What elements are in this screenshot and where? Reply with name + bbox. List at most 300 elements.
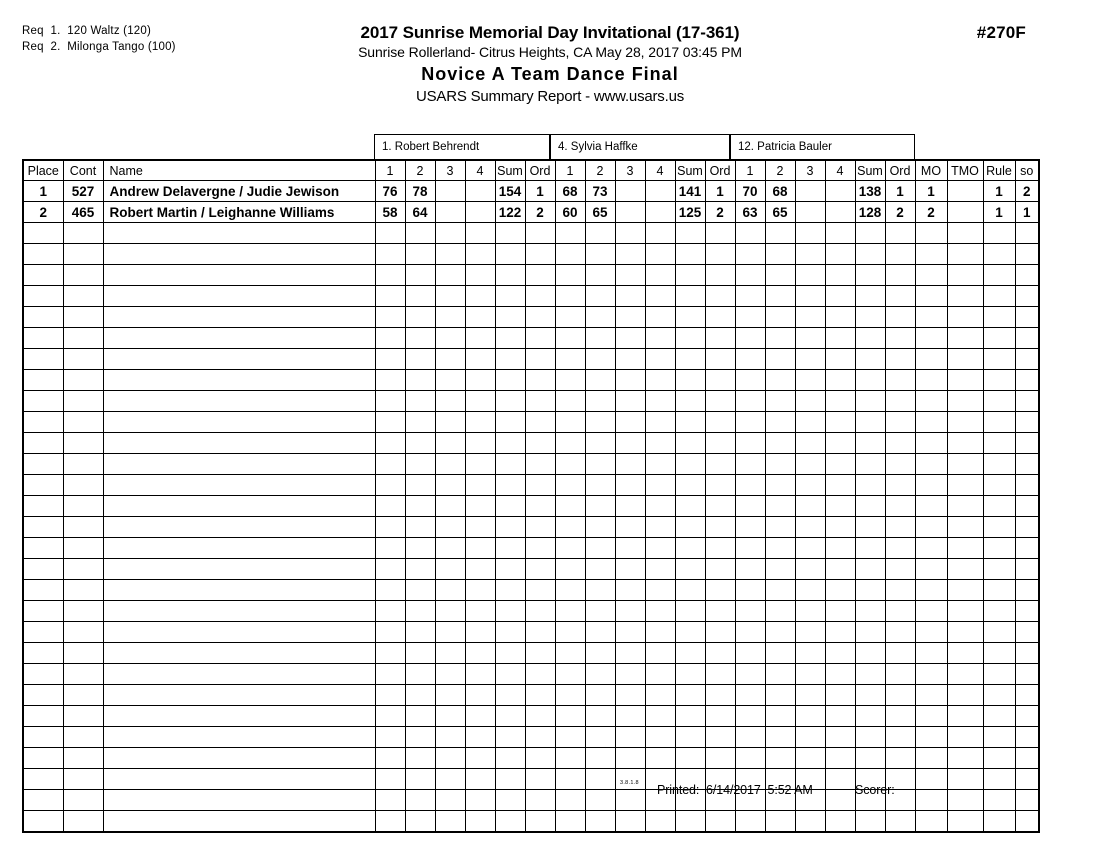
cell-blank	[645, 265, 675, 286]
cell-blank	[795, 622, 825, 643]
cell-blank	[795, 412, 825, 433]
cell-blank	[615, 475, 645, 496]
cell-blank	[465, 601, 495, 622]
cell-blank	[645, 475, 675, 496]
cell-blank	[103, 685, 375, 706]
cell-blank	[855, 517, 885, 538]
header-j3-d3: 3	[795, 160, 825, 181]
cell-blank	[765, 601, 795, 622]
cell-blank	[525, 328, 555, 349]
cell-blank	[645, 685, 675, 706]
cell-blank	[983, 391, 1015, 412]
cell-blank	[495, 685, 525, 706]
table-row-blank	[23, 601, 1039, 622]
cell-mo: 2	[915, 202, 947, 223]
cell-blank	[983, 328, 1015, 349]
cell-blank	[795, 328, 825, 349]
cell-rule: 1	[983, 202, 1015, 223]
cell-blank	[915, 706, 947, 727]
cell-blank	[983, 559, 1015, 580]
cell-blank	[375, 307, 405, 328]
cell-name: Robert Martin / Leighanne Williams	[103, 202, 375, 223]
cell-blank	[983, 727, 1015, 748]
cell-blank	[825, 370, 855, 391]
cell-blank	[435, 265, 465, 286]
cell-blank	[465, 286, 495, 307]
cell-blank	[645, 643, 675, 664]
cell-blank	[615, 265, 645, 286]
cell-blank	[435, 601, 465, 622]
cell-blank	[885, 223, 915, 244]
cell-blank	[103, 265, 375, 286]
cell-blank	[103, 622, 375, 643]
cell-blank	[495, 307, 525, 328]
cell-blank	[735, 727, 765, 748]
cell-blank	[405, 433, 435, 454]
cell-j3-d4	[825, 202, 855, 223]
cell-blank	[855, 475, 885, 496]
table-row-blank	[23, 748, 1039, 769]
cell-blank	[585, 727, 615, 748]
cell-blank	[495, 244, 525, 265]
cell-blank	[585, 601, 615, 622]
cell-j1-d1: 58	[375, 202, 405, 223]
cell-blank	[375, 475, 405, 496]
cell-j2-sum: 125	[675, 202, 705, 223]
cell-blank	[615, 811, 645, 833]
cell-blank	[23, 412, 63, 433]
cell-blank	[615, 433, 645, 454]
requirements-block	[22, 24, 176, 55]
cell-blank	[435, 643, 465, 664]
cell-blank	[23, 286, 63, 307]
cell-blank	[555, 244, 585, 265]
cell-blank	[615, 601, 645, 622]
cell-blank	[735, 664, 765, 685]
cell-blank	[63, 328, 103, 349]
cell-blank	[983, 412, 1015, 433]
cell-blank	[1015, 433, 1039, 454]
cell-blank	[63, 370, 103, 391]
cell-blank	[525, 727, 555, 748]
cell-blank	[675, 685, 705, 706]
cell-blank	[103, 391, 375, 412]
cell-blank	[765, 559, 795, 580]
cell-blank	[675, 244, 705, 265]
cell-blank	[23, 307, 63, 328]
cell-blank	[495, 664, 525, 685]
cell-blank	[765, 307, 795, 328]
cell-blank	[103, 811, 375, 833]
cell-blank	[735, 286, 765, 307]
cell-blank	[435, 496, 465, 517]
cell-blank	[855, 328, 885, 349]
cell-blank	[585, 433, 615, 454]
cell-blank	[495, 433, 525, 454]
cell-blank	[795, 433, 825, 454]
cell-blank	[495, 265, 525, 286]
cell-blank	[855, 601, 885, 622]
cell-blank	[405, 811, 435, 833]
cell-blank	[525, 454, 555, 475]
cell-blank	[495, 580, 525, 601]
table-row-blank	[23, 559, 1039, 580]
cell-blank	[675, 328, 705, 349]
cell-blank	[983, 517, 1015, 538]
cell-blank	[375, 517, 405, 538]
cell-blank	[23, 370, 63, 391]
cell-blank	[705, 433, 735, 454]
cell-blank	[735, 706, 765, 727]
cell-blank	[525, 601, 555, 622]
cell-blank	[585, 286, 615, 307]
requirement-line-1: Req 1. 120 Waltz (120)	[22, 25, 152, 37]
cell-blank	[855, 391, 885, 412]
cell-blank	[825, 580, 855, 601]
cell-blank	[525, 265, 555, 286]
cell-blank	[885, 538, 915, 559]
cell-blank	[465, 664, 495, 685]
cell-blank	[675, 412, 705, 433]
cell-blank	[405, 475, 435, 496]
cell-blank	[495, 706, 525, 727]
cell-blank	[585, 454, 615, 475]
cell-blank	[375, 685, 405, 706]
cell-blank	[983, 349, 1015, 370]
cell-blank	[103, 538, 375, 559]
cell-blank	[1015, 244, 1039, 265]
cell-j3-ord: 2	[885, 202, 915, 223]
cell-blank	[675, 622, 705, 643]
cell-blank	[585, 811, 615, 833]
cell-blank	[103, 286, 375, 307]
header-j1-d1: 1	[375, 160, 405, 181]
table-row-blank	[23, 391, 1039, 412]
header-j2-ord: Ord	[705, 160, 735, 181]
cell-blank	[705, 748, 735, 769]
cell-blank	[615, 517, 645, 538]
cell-blank	[915, 496, 947, 517]
cell-blank	[705, 286, 735, 307]
header-name: Name	[103, 160, 375, 181]
cell-blank	[1015, 223, 1039, 244]
cell-blank	[1015, 706, 1039, 727]
cell-blank	[705, 811, 735, 833]
cell-blank	[765, 475, 795, 496]
cell-blank	[735, 328, 765, 349]
cell-blank	[983, 643, 1015, 664]
cell-blank	[63, 601, 103, 622]
cell-blank	[983, 286, 1015, 307]
cell-blank	[645, 811, 675, 833]
cell-blank	[915, 223, 947, 244]
header-j1-sum: Sum	[495, 160, 525, 181]
table-row	[23, 181, 1039, 202]
cell-blank	[735, 475, 765, 496]
cell-blank	[983, 664, 1015, 685]
cell-blank	[885, 328, 915, 349]
cell-blank	[825, 244, 855, 265]
cell-blank	[885, 475, 915, 496]
cell-blank	[555, 685, 585, 706]
cell-blank	[645, 559, 675, 580]
cell-blank	[735, 454, 765, 475]
cell-blank	[103, 706, 375, 727]
cell-blank	[645, 328, 675, 349]
title-block	[250, 22, 850, 107]
cell-blank	[63, 706, 103, 727]
cell-blank	[375, 643, 405, 664]
cell-tmo	[947, 202, 983, 223]
cell-blank	[825, 664, 855, 685]
cell-blank	[983, 496, 1015, 517]
cell-blank	[525, 664, 555, 685]
cell-blank	[1015, 412, 1039, 433]
cell-blank	[885, 643, 915, 664]
cell-blank	[645, 496, 675, 517]
cell-blank	[915, 433, 947, 454]
cell-blank	[495, 601, 525, 622]
cell-blank	[825, 475, 855, 496]
table-row-blank	[23, 685, 1039, 706]
cell-blank	[615, 664, 645, 685]
cell-blank	[983, 811, 1015, 833]
cell-blank	[983, 475, 1015, 496]
cell-blank	[885, 517, 915, 538]
cell-blank	[645, 307, 675, 328]
cell-blank	[765, 517, 795, 538]
cell-blank	[675, 727, 705, 748]
cell-blank	[555, 433, 585, 454]
table-row-blank	[23, 223, 1039, 244]
cell-blank	[795, 496, 825, 517]
cell-blank	[735, 748, 765, 769]
cell-blank	[405, 538, 435, 559]
cell-blank	[825, 307, 855, 328]
cell-blank	[645, 517, 675, 538]
cell-blank	[495, 727, 525, 748]
cell-blank	[585, 643, 615, 664]
cell-blank	[825, 643, 855, 664]
cell-blank	[495, 643, 525, 664]
division-title: Novice A Team Dance Final	[421, 64, 679, 84]
cell-blank	[555, 370, 585, 391]
cell-blank	[1015, 559, 1039, 580]
cell-blank	[947, 496, 983, 517]
cell-blank	[525, 244, 555, 265]
cell-blank	[525, 748, 555, 769]
cell-blank	[765, 286, 795, 307]
cell-blank	[103, 559, 375, 580]
cell-blank	[855, 706, 885, 727]
cell-blank	[885, 433, 915, 454]
cell-blank	[765, 580, 795, 601]
cell-blank	[765, 496, 795, 517]
cell-blank	[675, 370, 705, 391]
cell-j1-sum: 154	[495, 181, 525, 202]
cell-blank	[947, 244, 983, 265]
cell-blank	[915, 412, 947, 433]
cell-blank	[825, 412, 855, 433]
cell-blank	[795, 748, 825, 769]
cell-blank	[675, 601, 705, 622]
cell-blank	[375, 433, 405, 454]
cell-blank	[645, 244, 675, 265]
cell-blank	[983, 538, 1015, 559]
cell-blank	[983, 748, 1015, 769]
cell-blank	[555, 727, 585, 748]
table-header-row	[23, 160, 1039, 181]
cell-blank	[1015, 601, 1039, 622]
cell-blank	[645, 601, 675, 622]
cell-blank	[495, 748, 525, 769]
cell-blank	[525, 622, 555, 643]
cell-blank	[615, 559, 645, 580]
cell-blank	[915, 265, 947, 286]
cell-blank	[555, 391, 585, 412]
cell-blank	[983, 622, 1015, 643]
cell-blank	[555, 454, 585, 475]
cell-blank	[375, 370, 405, 391]
cell-blank	[23, 244, 63, 265]
cell-blank	[435, 370, 465, 391]
cell-so: 2	[1015, 181, 1039, 202]
cell-blank	[765, 643, 795, 664]
cell-blank	[63, 265, 103, 286]
cell-blank	[465, 706, 495, 727]
cell-blank	[765, 685, 795, 706]
cell-blank	[1015, 391, 1039, 412]
cell-blank	[705, 349, 735, 370]
cell-blank	[645, 706, 675, 727]
cell-blank	[525, 349, 555, 370]
header-j3-d1: 1	[735, 160, 765, 181]
cell-blank	[435, 223, 465, 244]
cell-blank	[705, 244, 735, 265]
cell-blank	[795, 601, 825, 622]
cell-blank	[375, 496, 405, 517]
cell-blank	[675, 643, 705, 664]
cell-blank	[435, 811, 465, 833]
cell-blank	[555, 265, 585, 286]
cell-blank	[795, 454, 825, 475]
cell-blank	[825, 706, 855, 727]
cell-blank	[915, 328, 947, 349]
cell-blank	[983, 454, 1015, 475]
cell-blank	[555, 223, 585, 244]
cell-blank	[435, 433, 465, 454]
cell-blank	[375, 349, 405, 370]
cell-blank	[63, 454, 103, 475]
cell-blank	[795, 559, 825, 580]
header-place: Place	[23, 160, 63, 181]
cell-blank	[23, 748, 63, 769]
cell-blank	[735, 601, 765, 622]
cell-blank	[525, 412, 555, 433]
cell-blank	[585, 685, 615, 706]
cell-blank	[63, 223, 103, 244]
cell-blank	[675, 538, 705, 559]
cell-blank	[947, 517, 983, 538]
cell-blank	[585, 265, 615, 286]
cell-blank	[585, 307, 615, 328]
cell-blank	[23, 328, 63, 349]
cell-blank	[885, 265, 915, 286]
cell-blank	[885, 307, 915, 328]
cell-j1-ord: 2	[525, 202, 555, 223]
table-row-blank	[23, 370, 1039, 391]
cell-blank	[585, 580, 615, 601]
cell-blank	[855, 265, 885, 286]
cell-blank	[705, 706, 735, 727]
cell-blank	[525, 643, 555, 664]
cell-blank	[63, 748, 103, 769]
cell-blank	[23, 475, 63, 496]
cell-blank	[947, 706, 983, 727]
cell-blank	[645, 748, 675, 769]
cell-blank	[1015, 496, 1039, 517]
cell-blank	[675, 349, 705, 370]
cell-blank	[855, 370, 885, 391]
cell-blank	[947, 307, 983, 328]
cell-blank	[23, 538, 63, 559]
cell-blank	[675, 496, 705, 517]
cell-blank	[915, 685, 947, 706]
cell-blank	[555, 475, 585, 496]
cell-blank	[765, 391, 795, 412]
cell-j1-d2: 64	[405, 202, 435, 223]
cell-blank	[435, 685, 465, 706]
cell-blank	[825, 601, 855, 622]
cell-blank	[765, 244, 795, 265]
cell-blank	[675, 223, 705, 244]
cell-blank	[435, 349, 465, 370]
cell-blank	[915, 538, 947, 559]
cell-blank	[435, 391, 465, 412]
cell-j3-ord: 1	[885, 181, 915, 202]
cell-blank	[675, 454, 705, 475]
cell-blank	[1015, 517, 1039, 538]
cell-blank	[915, 391, 947, 412]
cell-blank	[63, 643, 103, 664]
cell-blank	[495, 517, 525, 538]
cell-blank	[855, 286, 885, 307]
header-j2-d3: 3	[615, 160, 645, 181]
cell-blank	[405, 559, 435, 580]
cell-blank	[585, 475, 615, 496]
cell-blank	[705, 559, 735, 580]
cell-blank	[525, 811, 555, 833]
cell-blank	[465, 265, 495, 286]
cell-blank	[855, 727, 885, 748]
cell-blank	[1015, 307, 1039, 328]
cell-blank	[435, 307, 465, 328]
cell-blank	[825, 349, 855, 370]
cell-blank	[435, 244, 465, 265]
cell-tmo	[947, 181, 983, 202]
cell-blank	[947, 391, 983, 412]
cell-j2-ord: 2	[705, 202, 735, 223]
cell-j1-sum: 122	[495, 202, 525, 223]
cell-blank	[63, 622, 103, 643]
cell-blank	[615, 580, 645, 601]
cell-blank	[1015, 475, 1039, 496]
cell-blank	[525, 559, 555, 580]
cell-blank	[375, 265, 405, 286]
cell-blank	[405, 244, 435, 265]
cell-blank	[855, 349, 885, 370]
cell-blank	[375, 622, 405, 643]
